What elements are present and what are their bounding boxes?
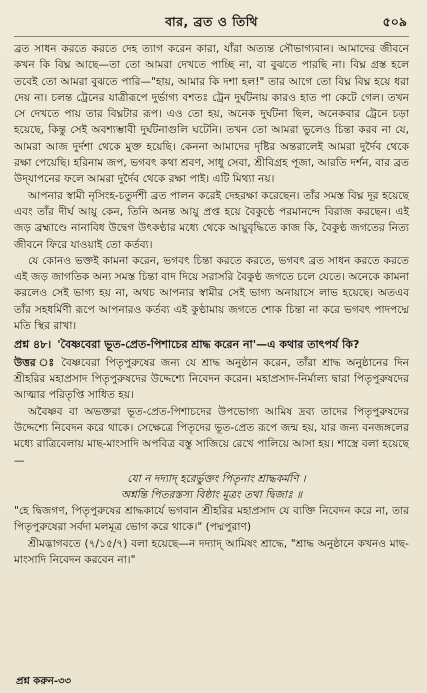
running-title: বার, ব্রত ও তিথি (165, 14, 258, 29)
verse-line: যো ন দদ্যাদ্ হরের্ভুক্তং পিতৃনাং শ্রাদ্ধকর্মণি । (127, 472, 306, 485)
paragraph: ব্রত সাধন করতে করতে দেহ ত্যাগ করেন কারা, যাঁরা অত্যন্ত সৌভাগ্যবান। আমাদের জীবনে কখন কি বিঘ্ন আছে—তা তো আমরা দেখতে পাচ্ছি না, বা বুঝতে পারছি না। বিঘ্ন গ্রস্ত হলে তবেই তো আমরা বুঝতে পারি—"হায়, আমার কি দশা হল!" তার আগে তো বিঘ্ন বিঘ্ন হয়ে ধরা দেয় না। চলন্ত ট্রেনের যাত্রীরূপে দুর্ভাগ্য বশতঃ ট্রেন দুর্ঘটনায় কারও হাত পা কেটে গেল। তখন সে দেখতে পায় তার বিঘ্নটার রূপ। এও তো হয়, অনেক দুর্ঘটনা ছিল, অনেকবার ট্রেনে চড়া হয়েছে, কিন্তু সেই অবশ্যম্ভাবী দুর্ঘটনাগুলি ঘটেনি। তখন তো আমরা ভুলেও চিন্তা করব না যে, আমরা আজ দুর্দশা থেকে মুক্ত হয়েছি। কেননা আমাদের দৃষ্টির অন্তরালেই আমরা দুর্দৈব থেকে রক্ষা পেয়েছি। হরিনাম জপ, ভগবৎ কথা শ্রবণ, সাধু সেবা, শ্রীবিগ্রহ পূজা, আরতি দর্শন, বার ব্রত উদ্‌যাপনের ফলে আমরা দুর্দৈব থেকে রক্ষা পাই। এটি মিথ্যা নয়। (14, 43, 409, 186)
question-text: 'বৈষ্ণবেরা ভূত-প্রেত-পিশাচের শ্রাদ্ধ করেন না'—এ কথার তাৎপর্য কি? (57, 338, 360, 352)
page-footer: প্রশ্ন করুন-৩৩ (16, 676, 72, 687)
question-number: প্রশ্ন ৪৮। (14, 338, 52, 352)
page-header (14, 10, 409, 37)
verse-line: অশ্নন্তি পিতরস্তস্য বিষ্ঠাং মূত্রং তথা দ্বিজাঃ ॥ (120, 488, 303, 501)
paragraph: আপনার স্বামী নৃসিংহ-চতুর্দশী ব্রত পালন করেই দেহরক্ষা করেছেন। তাঁর সমস্ত বিঘ্ন দূর হয়েছে এবং তাঁর দীর্ঘ আয়ু কেন, তিনি অনন্ত আয়ু প্রপ্ত হয়ে বৈকুণ্ঠে পরমানন্দে বিরাজ করছেন। এই জড় ব্রহ্মাণ্ডে নানাবিধ উদ্বেগ উৎকণ্ঠার মধ্যে থেকে আয়ুবৃদ্ধিতে কাজ কি, বৈকুণ্ঠ জগতের নিত্য জীবনে ফিরে যাওয়াই তো কর্তব্য। (14, 189, 409, 251)
question-heading (14, 337, 409, 354)
answer-label: উত্তর ঃ (14, 356, 57, 369)
page-body (14, 41, 409, 568)
paragraph: অবৈষ্ণব বা অভক্তরা ভূত-প্রেত-পিশাচদের উপভোগ্য আমিষ দ্রব্য তাদের পিতৃপুরুষদের উদ্দেশ্যে নিবেদন করে থাকে। সেক্ষেত্রে পিতৃদের ভূত-প্রেত রূপে জন্ম হয়, যার জন্য বনজঙ্গলের মধ্যে রাত্রিবেলায় মাছ-মাংসাদি অপবিত্র বস্তু সাজিয়ে রেখে পালিয়ে আসা হয়। শাস্ত্রে বলা হয়েছে— (14, 405, 409, 467)
answer-text: বৈষ্ণবেরা পিতৃপুরুষের জন্য যে শ্রাদ্ধ অনুষ্ঠান করেন, তাঁরা শ্রাদ্ধ অনুষ্ঠানের দিন শ্রীহরির মহাপ্রসাদ পিতৃপুরুষদের উদ্দেশ্যে নিবেদন করেন। মহাপ্রসাদ-নির্মাল্য দ্বারা পিতৃপুরুষদের আত্মার পরিতৃপ্তি সাধিত হয়। (14, 356, 409, 402)
page-number: ৫০৯ (382, 14, 407, 29)
paragraph: যে কোনও ভক্তই কামনা করেন, ভগবৎ চিন্তা করতে করতে, ভগবৎ ব্রত সাধন করতে করতে এই জড় জাগতিক অন্য সমস্ত চিন্তা বাদ দিয়ে সরাসরি বৈকুণ্ঠ জগতে চলে যেতে। অনেকে কামনা করলেও সেই ভাগ্য হয় না, অথচ আপনার স্বামীর সেই ভাগ্য অনায়াসে লাভ হয়েছে। অতএব তাঁর সহধর্মিণী রূপে আপনারও কর্তব্য এই কুণ্ঠামায় জগতে শোক চিন্তা না করে ভগবৎ পাদপদ্মে মতি স্থির রাখা। (14, 254, 409, 333)
verse-translation: "হে দ্বিজগণ, পিতৃপুরুষের শ্রাদ্ধকার্যে ভগবান শ্রীহরির মহাপ্রসাদ যে ব্যক্তি নিবেদন করে না, তার পিতৃপুরুষেরা সর্বদা মলমূত্র ভোগ করে থাকে।" (পদ্মপুরাণ) (14, 504, 409, 534)
paragraph: শ্রীমদ্ভাগবতে (৭/১৫/৭) বলা হয়েছে—ন দদ্যাদ্ আমিষং শ্রাদ্ধে, "শ্রাদ্ধ অনুষ্ঠানে কখনও মাছ-মাংসাদি নিবেদন করবেন না।" (14, 537, 409, 566)
answer-paragraph (14, 355, 409, 404)
